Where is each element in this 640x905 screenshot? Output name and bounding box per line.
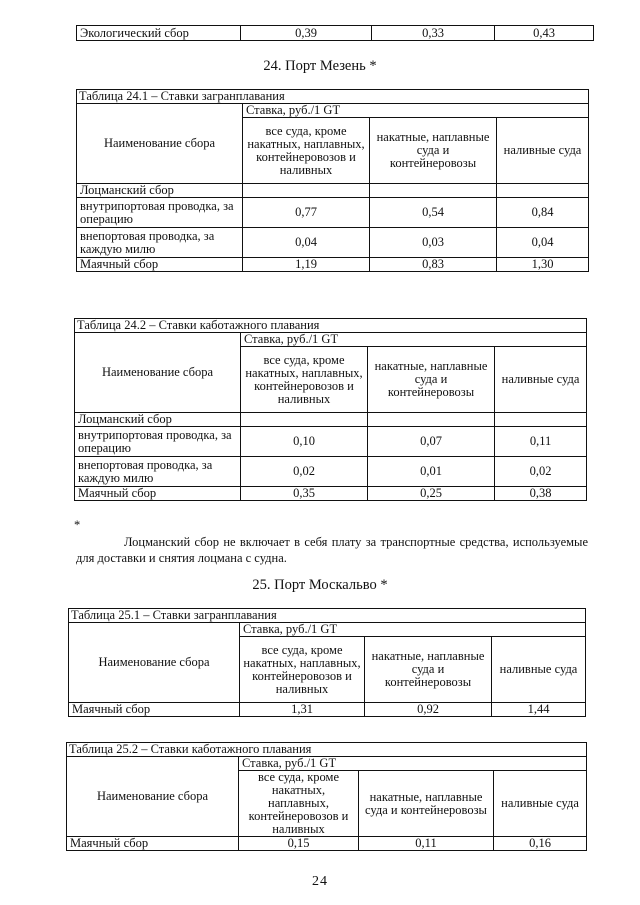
rate-value: 0,83	[370, 258, 497, 272]
name-column-header: Наименование сбора	[67, 757, 239, 837]
column-header-tankers: наливные суда	[492, 637, 586, 703]
rate-value: 0,03	[370, 228, 497, 258]
column-header-all-vessels: все суда, кроме накатных, наплавных, контейнеровозов и наливных	[240, 637, 365, 703]
rate-value: 1,31	[240, 703, 365, 717]
rate-value: 0,35	[241, 487, 368, 501]
section-row-pilotage: Лоцманский сбор	[75, 413, 241, 427]
fee-name: Экологический сбор	[77, 26, 241, 41]
rate-value: 0,39	[241, 26, 372, 41]
table-caption: Таблица 24.1 – Ставки загранплавания	[77, 90, 589, 104]
table-caption: Таблица 24.2 – Ставки каботажного плавания	[75, 319, 587, 333]
rate-value: 0,07	[368, 427, 495, 457]
rate-value: 0,33	[372, 26, 495, 41]
rate-value: 0,84	[497, 198, 589, 228]
rate-value: 0,02	[495, 457, 587, 487]
section-heading-port-mezen: 24. Порт Мезень *	[263, 58, 377, 74]
table-25-2	[66, 742, 587, 851]
column-header-tankers: наливные суда	[497, 118, 589, 184]
name-column-header: Наименование сбора	[77, 104, 243, 184]
rate-header: Ставка, руб./1 GT	[239, 757, 587, 771]
table-25-1	[68, 608, 586, 717]
name-column-header: Наименование сбора	[69, 623, 240, 703]
fee-name: внепортовая проводка, за каждую милю	[75, 457, 241, 487]
column-header-roro: накатные, наплавные суда и контейнеровозы	[359, 771, 494, 837]
rate-value: 0,11	[359, 837, 494, 851]
fee-name: Маячный сбор	[67, 837, 239, 851]
top-continuation-table	[76, 25, 594, 41]
footnote-text: Лоцманский сбор не включает в себя плату за транспортные средства, используемые для доставки и снятия лоцмана с судна.	[76, 535, 588, 565]
page-number: 24	[312, 874, 328, 889]
rate-value: 0,15	[239, 837, 359, 851]
column-header-roro: накатные, наплавные суда и контейнеровозы	[365, 637, 492, 703]
name-column-header: Наименование сбора	[75, 333, 241, 413]
column-header-all-vessels: все суда, кроме накатных, наплавных, контейнеровозов и наливных	[241, 347, 368, 413]
fee-name: Маячный сбор	[69, 703, 240, 717]
column-header-roro: накатные, наплавные суда и контейнеровозы	[368, 347, 495, 413]
footnote-mark: *	[74, 518, 81, 532]
fee-name: Маячный сбор	[75, 487, 241, 501]
table-caption: Таблица 25.2 – Ставки каботажного плавания	[67, 743, 587, 757]
column-header-tankers: наливные суда	[495, 347, 587, 413]
rate-header: Ставка, руб./1 GT	[240, 623, 586, 637]
section-row-pilotage: Лоцманский сбор	[77, 184, 243, 198]
rate-value: 0,11	[495, 427, 587, 457]
rate-value: 0,04	[497, 228, 589, 258]
column-header-roro: накатные, наплавные суда и контейнеровозы	[370, 118, 497, 184]
rate-value: 0,16	[494, 837, 587, 851]
section-heading-port-moskalvo: 25. Порт Москальво *	[252, 577, 388, 593]
rate-value: 0,01	[368, 457, 495, 487]
rate-value: 0,02	[241, 457, 368, 487]
rate-value: 0,10	[241, 427, 368, 457]
rate-value: 1,19	[243, 258, 370, 272]
rate-value: 1,30	[497, 258, 589, 272]
column-header-all-vessels: все суда, кроме накатных, наплавных, контейнеровозов и наливных	[239, 771, 359, 837]
column-header-all-vessels: все суда, кроме накатных, наплавных, контейнеровозов и наливных	[243, 118, 370, 184]
table-24-2	[74, 318, 587, 501]
table-caption: Таблица 25.1 – Ставки загранплавания	[69, 609, 586, 623]
rate-value: 1,44	[492, 703, 586, 717]
rate-value: 0,92	[365, 703, 492, 717]
fee-name: внутрипортовая проводка, за операцию	[75, 427, 241, 457]
rate-value: 0,43	[495, 26, 594, 41]
rate-value: 0,77	[243, 198, 370, 228]
table-24-1	[76, 89, 589, 272]
column-header-tankers: наливные суда	[494, 771, 587, 837]
rate-header: Ставка, руб./1 GT	[241, 333, 587, 347]
fee-name: внутрипортовая проводка, за операцию	[77, 198, 243, 228]
rate-value: 0,38	[495, 487, 587, 501]
rate-value: 0,54	[370, 198, 497, 228]
fee-name: внепортовая проводка, за каждую милю	[77, 228, 243, 258]
rate-value: 0,25	[368, 487, 495, 501]
rate-value: 0,04	[243, 228, 370, 258]
rate-header: Ставка, руб./1 GT	[243, 104, 589, 118]
fee-name: Маячный сбор	[77, 258, 243, 272]
